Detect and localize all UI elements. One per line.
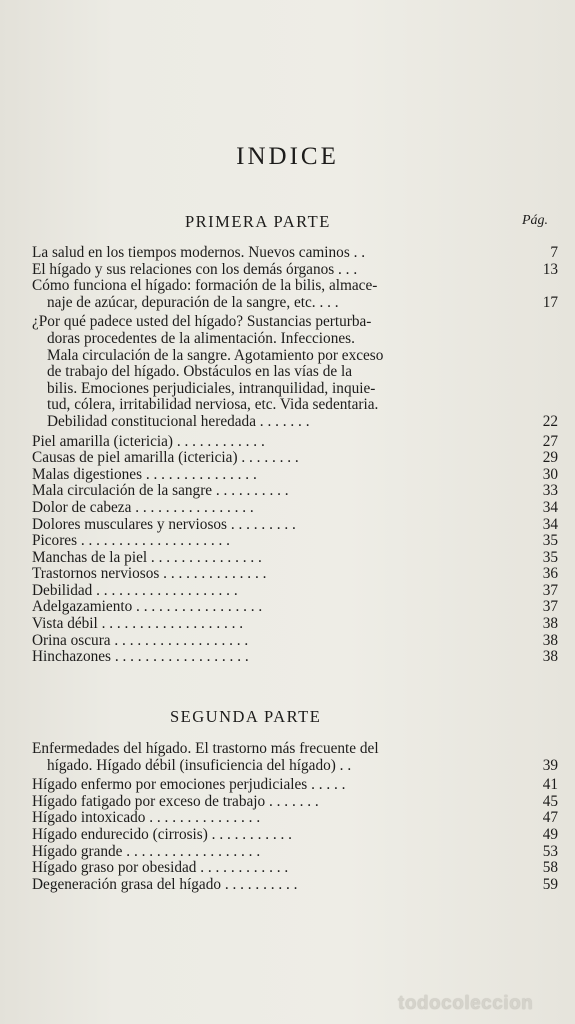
part-one-heading: PRIMERA PARTE: [185, 212, 331, 231]
part-one-list: [32, 245, 558, 666]
toc-page-number: 36: [542, 565, 558, 583]
toc-page-number: 49: [542, 825, 558, 843]
index-title: INDICE: [236, 143, 339, 170]
page-column-label: Pág.: [522, 213, 549, 228]
toc-entry-line: Hígado endurecido (cirrosis) . . . . . . . . . . .: [32, 825, 292, 843]
part-two-heading: SEGUNDA PARTE: [170, 707, 322, 726]
toc-entry: [32, 877, 558, 894]
toc-entry: [32, 450, 558, 467]
toc-entry-line: Hígado intoxicado . . . . . . . . . . . . . . .: [32, 809, 261, 827]
toc-entry-line: Cómo funciona el hígado: formación de la bilis, almace-: [32, 277, 378, 295]
toc-page-number: 7: [550, 244, 558, 261]
toc-page-number: 37: [542, 598, 558, 616]
toc-entry: [32, 566, 558, 583]
toc-entry: [32, 599, 558, 616]
watermark-logo: todocoleccion: [398, 993, 534, 1014]
toc-entry: [32, 777, 558, 794]
toc-page-number: 45: [542, 792, 558, 810]
toc-page-number: 22: [542, 412, 558, 430]
toc-entry-line: Vista débil . . . . . . . . . . . . . . . . . . .: [32, 615, 244, 633]
toc-entry: [32, 262, 558, 279]
toc-entry-line: Causas de piel amarilla (ictericia) . . . . . . . .: [32, 449, 299, 467]
toc-entry-line: Orina oscura . . . . . . . . . . . . . . . . . .: [32, 631, 249, 649]
toc-entry: [32, 314, 558, 430]
toc-page-number: 38: [542, 648, 558, 666]
toc-entry-line: Enfermedades del hígado. El trastorno más frecuente del: [32, 740, 379, 757]
toc-entry-line: Mala circulación de la sangre . . . . . . . . . .: [32, 482, 289, 500]
toc-page-number: 34: [542, 515, 558, 533]
toc-page-number: 58: [542, 859, 558, 877]
toc-entry-line: Dolor de cabeza . . . . . . . . . . . . . . . .: [32, 498, 254, 516]
toc-entry: [32, 649, 558, 666]
toc-entry-line: hígado. Hígado débil (insuficiencia del hígado) . .: [47, 756, 352, 774]
toc-entry-line: de trabajo del hígado. Obstáculos en las vías de la: [47, 363, 352, 381]
toc-page-number: 35: [542, 548, 558, 566]
toc-entry: [32, 794, 558, 811]
toc-page-number: 33: [542, 482, 558, 500]
toc-page-number: 37: [542, 581, 558, 599]
toc-entry-line: El hígado y sus relaciones con los demás órganos . . .: [32, 260, 358, 278]
toc-page-number: 39: [542, 756, 558, 774]
toc-entry-line: Trastornos nerviosos . . . . . . . . . . . . . .: [32, 565, 267, 583]
toc-page-number: 35: [542, 532, 558, 550]
toc-entry: [32, 517, 558, 534]
toc-page-number: 17: [542, 293, 558, 311]
toc-entry-line: Picores . . . . . . . . . . . . . . . . . . . .: [32, 532, 231, 550]
toc-page-number: 53: [542, 842, 558, 860]
toc-page-number: 41: [542, 776, 558, 794]
toc-page-number: 38: [542, 631, 558, 649]
toc-entry-line: tud, cólera, irritabilidad nerviosa, etc. Vida sedentaria.: [47, 396, 379, 414]
toc-entry-line: La salud en los tiempos modernos. Nuevos caminos . .: [32, 244, 366, 261]
toc-entry: [32, 278, 558, 311]
toc-entry: [32, 245, 558, 262]
toc-entry-line: ¿Por qué padece usted del hígado? Sustancias perturba-: [32, 313, 372, 331]
toc-page-number: 47: [542, 809, 558, 827]
toc-entry: [32, 741, 558, 774]
toc-entry: [32, 827, 558, 844]
toc-entry: [32, 633, 558, 650]
toc-entry: [32, 616, 558, 633]
toc-entry-line: Adelgazamiento . . . . . . . . . . . . . . . . .: [32, 598, 263, 616]
toc-entry-line: Mala circulación de la sangre. Agotamiento por exceso: [47, 346, 384, 364]
toc-entry-line: bilis. Emociones perjudiciales, intranquilidad, inquie-: [47, 379, 376, 397]
toc-entry: [32, 550, 558, 567]
toc-page-number: 27: [542, 432, 558, 450]
toc-page-number: 29: [542, 449, 558, 467]
toc-page-number: 13: [542, 260, 558, 278]
toc-entry: [32, 583, 558, 600]
toc-entry-line: naje de azúcar, depuración de la sangre, etc. . . .: [47, 293, 339, 311]
toc-entry-line: Piel amarilla (ictericia) . . . . . . . . . . . .: [32, 432, 265, 450]
toc-page-number: 34: [542, 498, 558, 516]
toc-entry-line: Dolores musculares y nerviosos . . . . . . . . .: [32, 515, 296, 533]
toc-entry: [32, 844, 558, 861]
toc-entry-line: Manchas de la piel . . . . . . . . . . . . . . .: [32, 548, 262, 566]
toc-entry: [32, 860, 558, 877]
toc-entry: [32, 467, 558, 484]
toc-entry-line: Malas digestiones . . . . . . . . . . . . . . .: [32, 465, 257, 483]
toc-page-number: 38: [542, 615, 558, 633]
toc-entry: [32, 434, 558, 451]
toc-entry: [32, 810, 558, 827]
toc-entry-line: Hinchazones . . . . . . . . . . . . . . . . . .: [32, 648, 249, 666]
toc-entry: [32, 500, 558, 517]
toc-entry-line: Hígado enfermo por emociones perjudiciales . . . . .: [32, 776, 346, 794]
toc-entry-line: Debilidad constitucional heredada . . . . . . .: [47, 412, 310, 430]
toc-page-number: 59: [542, 875, 558, 893]
toc-page-number: 30: [542, 465, 558, 483]
toc-entry-line: Degeneración grasa del hígado . . . . . . . . . .: [32, 875, 298, 893]
toc-entry-line: Hígado fatigado por exceso de trabajo . . . . . . .: [32, 792, 319, 810]
toc-entry: [32, 533, 558, 550]
toc-entry: [32, 483, 558, 500]
toc-entry-line: Hígado grande . . . . . . . . . . . . . . . . . .: [32, 842, 261, 860]
toc-entry-line: Debilidad . . . . . . . . . . . . . . . . . . .: [32, 581, 238, 599]
toc-entry-line: doras procedentes de la alimentación. Infecciones.: [47, 329, 355, 347]
part-two-list: [32, 741, 558, 893]
toc-entry-line: Hígado graso por obesidad . . . . . . . . . . . .: [32, 859, 289, 877]
